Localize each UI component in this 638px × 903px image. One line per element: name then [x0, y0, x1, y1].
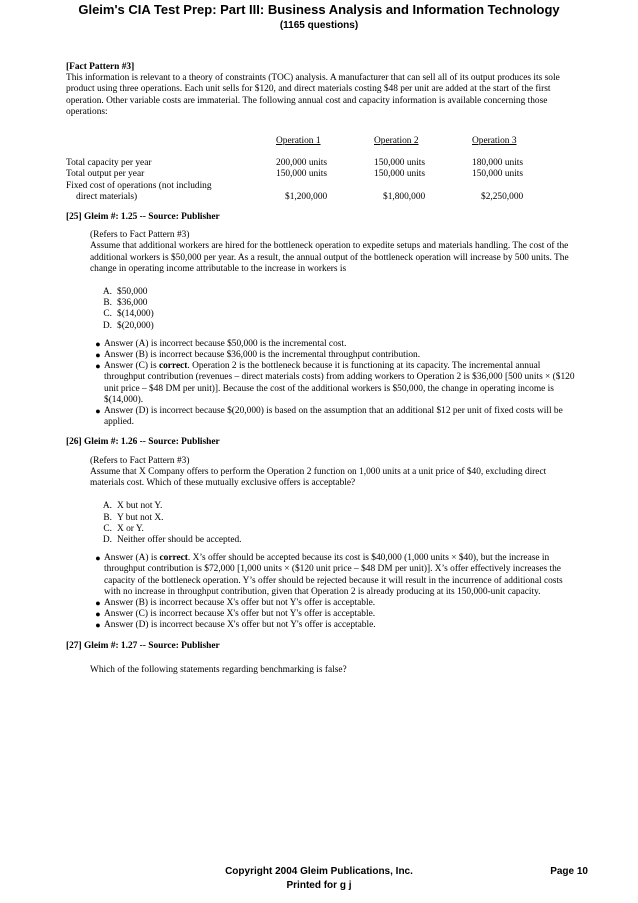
cell: $1,800,000 [383, 191, 426, 202]
cell: $2,250,000 [481, 191, 524, 202]
explanation-item [92, 361, 576, 406]
choice-letter: A. [102, 287, 112, 298]
explanation-item [92, 598, 576, 609]
row-label: direct materials) [76, 191, 138, 202]
choice-text: $50,000 [117, 287, 148, 298]
explanation-text: Answer (D) is incorrect because X's offer but not Y's offer is acceptable. [104, 620, 376, 631]
explanation-text: Answer (B) is incorrect because X's offer but not Y's offer is acceptable. [104, 597, 376, 608]
explanation-text: . Operation 2 is the bottleneck because it is functioning at its capacity. The incremental annual throughput contribution (revenues – direct materials costs) from adding workers to Operation 2 is $36,000 [500 units × ($120 unit price – $48 DM per unit)]. Because the cost of the additional workers is $50,000, the change in operating income is $(14,000). [104, 361, 575, 405]
question-stem: Assume that additional workers are hired for the bottleneck operation to expedite setups and materials handling. The cost of the additional workers is $50,000 per year. As a result, the annual output of the bottleneck operation will increase by 500 units. The change in operating income attributable to the increase in workers is [90, 241, 569, 274]
cell: 150,000 units [374, 158, 426, 169]
question-body [90, 665, 576, 676]
cell: 150,000 units [276, 169, 328, 180]
document-body [66, 62, 576, 676]
bullet-icon: ● [95, 553, 101, 564]
choice-text: $(20,000) [117, 320, 154, 331]
question-block [66, 212, 576, 428]
cell: 150,000 units [374, 169, 426, 180]
explanation-item [92, 553, 576, 598]
choice-letter: B. [103, 298, 112, 309]
answer-choices [90, 287, 576, 332]
choice-item [90, 298, 576, 309]
question-reference: (Refers to Fact Pattern #3) [90, 455, 190, 466]
choice-item [90, 513, 576, 524]
answer-explanations [92, 339, 576, 429]
choice-item [90, 287, 576, 298]
cell: 150,000 units [472, 169, 524, 180]
cell: $1,200,000 [285, 191, 328, 202]
explanation-text: Answer (C) is [104, 361, 159, 372]
question-body [90, 456, 576, 490]
column-header: Operation 2 [374, 136, 419, 147]
bullet-icon: ● [95, 350, 101, 361]
choice-item [90, 501, 576, 512]
fact-pattern-label: [Fact Pattern #3] [66, 62, 135, 72]
question-block [66, 437, 576, 631]
explanation-text: Answer (A) is incorrect because $50,000 is the incremental cost. [104, 338, 347, 349]
choice-text: $36,000 [117, 298, 148, 309]
question-count: (1165 questions) [279, 20, 359, 31]
choice-letter: A. [102, 501, 112, 512]
row-label: Fixed cost of operations (not including [66, 180, 212, 191]
choice-letter: B. [103, 512, 112, 523]
bullet-icon: ● [95, 597, 101, 608]
explanation-text: Answer (C) is incorrect because X's offer but not Y's offer is acceptable. [104, 609, 376, 620]
operations-table [66, 136, 576, 203]
choice-letter: C. [103, 309, 112, 320]
choice-item [90, 524, 576, 535]
choice-letter: D. [102, 320, 112, 331]
page-title: Gleim's CIA Test Prep: Part III: Business Analysis and Information Technology [78, 2, 560, 17]
bullet-icon: ● [95, 361, 101, 372]
choice-letter: D. [102, 534, 112, 545]
explanation-text: Answer (B) is incorrect because $36,000 is the incremental throughput contribution. [104, 350, 421, 361]
explanation-text: Answer (A) is [104, 553, 160, 564]
copyright-notice: Copyright 2004 Gleim Publications, Inc. [225, 866, 413, 877]
question-reference: (Refers to Fact Pattern #3) [90, 230, 190, 241]
choice-text: Neither offer should be accepted. [117, 534, 242, 545]
table-row [66, 192, 576, 203]
choice-text: X or Y. [117, 523, 144, 534]
table-row [66, 158, 576, 169]
column-header: Operation 3 [472, 136, 517, 147]
choice-item [90, 321, 576, 332]
table-row [66, 181, 576, 192]
answer-choices [90, 501, 576, 546]
question-body [90, 230, 576, 275]
explanation-item [92, 609, 576, 620]
question-stem: Which of the following statements regarding benchmarking is false? [90, 664, 347, 675]
answer-explanations [92, 553, 576, 631]
question-heading: [27] Gleim #: 1.27 -- Source: Publisher [66, 640, 220, 651]
explanation-item [92, 350, 576, 361]
question-heading: [26] Gleim #: 1.26 -- Source: Publisher [66, 437, 220, 448]
choice-item [90, 535, 576, 546]
explanation-item [92, 339, 576, 350]
explanation-text: Answer (D) is incorrect because $(20,000) is based on the assumption that an additional $12 per unit of fixed costs will be applied. [104, 406, 563, 428]
bullet-icon: ● [95, 338, 101, 349]
bullet-icon: ● [95, 609, 101, 620]
cell: 200,000 units [276, 158, 328, 169]
choice-text: Y but not X. [117, 512, 164, 523]
choice-item [90, 309, 576, 320]
question-heading: [25] Gleim #: 1.25 -- Source: Publisher [66, 212, 220, 223]
explanation-item [92, 406, 576, 428]
cell: 180,000 units [472, 158, 524, 169]
explanation-item [92, 620, 576, 631]
question-block [66, 641, 576, 676]
table-header-row [66, 136, 576, 147]
printed-for: Printed for g j [286, 880, 352, 891]
choice-text: X but not Y. [117, 501, 163, 512]
page-number: Page 10 [550, 866, 588, 877]
choice-letter: C. [103, 523, 112, 534]
table-row [66, 169, 576, 180]
correct-label: correct [159, 553, 188, 564]
bullet-icon: ● [95, 406, 101, 417]
row-label: Total output per year [66, 169, 145, 180]
row-label: Total capacity per year [66, 158, 152, 169]
explanation-text: . X’s offer should be accepted because its cost is $40,000 (1,000 units × $40), but the increase in throughput contribution is $72,000 [1,000 units × ($120 unit price – $48 DM per unit)]. X’s offer effectively increases the capacity of the bottleneck operation. Y’s offer should be rejected because it will result in the incurrence of additional costs with no increase in throughput contribution, given that Operation 2 is already producing at its 150,000-unit capacity. [104, 553, 563, 597]
bullet-icon: ● [95, 620, 101, 631]
choice-text: $(14,000) [117, 309, 154, 320]
column-header: Operation 1 [276, 136, 321, 147]
correct-label: correct [158, 361, 188, 372]
fact-pattern-text: This information is relevant to a theory of constraints (TOC) analysis. A manufacturer that can sell all of its output produces its sole product using three operations. Each unit sells for $120, and direct materials costing $48 per unit are added at the start of the first operation. Other variable costs are immaterial. The following annual cost and capacity information is available concerning those operations: [66, 73, 560, 117]
question-stem: Assume that X Company offers to perform the Operation 2 function on 1,000 units at a unit price of $40, excluding direct materials cost. Which of these mutually exclusive offers is acceptable? [90, 466, 547, 489]
